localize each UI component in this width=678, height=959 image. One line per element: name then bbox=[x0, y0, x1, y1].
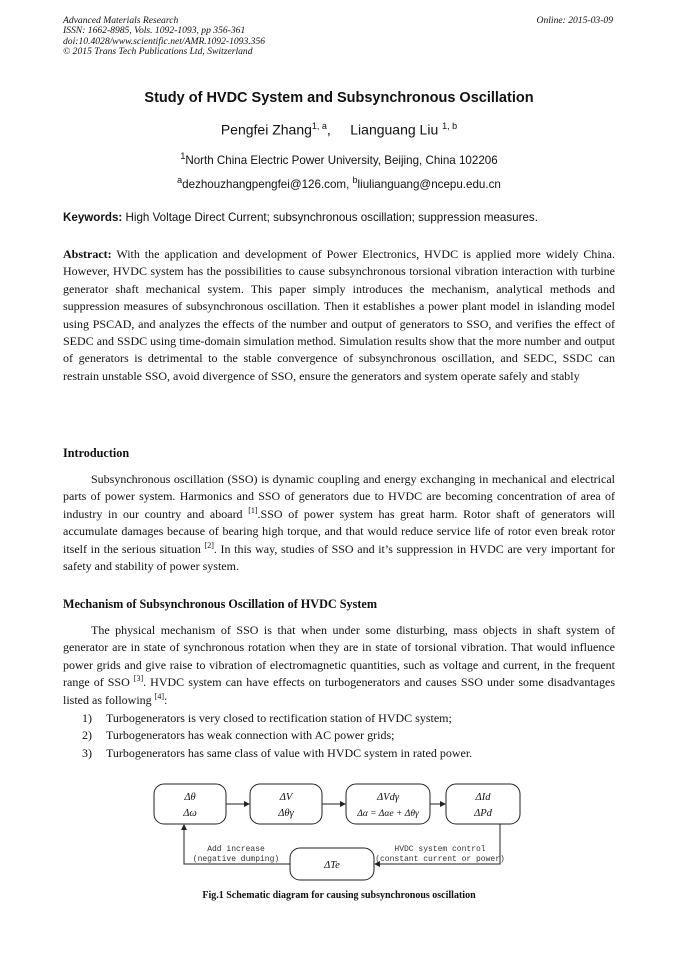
list-item bbox=[82, 745, 472, 762]
sso-schematic-diagram bbox=[150, 772, 530, 882]
section-heading-introduction: Introduction bbox=[63, 446, 130, 460]
author-name: Lianguang Liu bbox=[350, 121, 439, 138]
list-item bbox=[82, 710, 472, 727]
author-name: Pengfei Zhang bbox=[220, 121, 312, 138]
mech-text-3: : bbox=[164, 692, 168, 707]
mech-text-2: . HVDC system can have effects on turbogenerators and causes SSO under some disadvantages listed as following bbox=[63, 675, 615, 707]
mech-text-1: The physical mechanism of SSO is that when under some disturbing, mass objects in shaft system of generator are in state of synchronous rotation when they are in state of torsional vibration. That would influence power grids and give raise to vibration of electromagnetic quantities, such as voltage and current, in the frequent range of SSO bbox=[63, 623, 615, 690]
box2-line2: Δθγ bbox=[278, 808, 294, 819]
affiliation-sup: 1 bbox=[180, 151, 186, 161]
list-number: 2) bbox=[82, 728, 92, 743]
conditions-list bbox=[82, 710, 472, 762]
author-sup: 1, b bbox=[442, 121, 458, 131]
citation: [2] bbox=[204, 540, 214, 550]
email-b: liulianguang@ncepu.edu.cn bbox=[357, 177, 501, 191]
box4-line1: ΔId bbox=[475, 792, 491, 803]
citation: [1] bbox=[248, 505, 258, 515]
doi-line: doi:10.4028/www.scientific.net/AMR.1092-1093.356 bbox=[63, 35, 266, 47]
feedback-label-1: Add increase bbox=[207, 845, 265, 854]
box3-line1: ΔVdγ bbox=[377, 792, 399, 803]
control-label-2: (constant current or power) bbox=[375, 855, 505, 864]
keywords-label: Keywords: bbox=[63, 211, 123, 224]
journal-header bbox=[63, 16, 265, 58]
mechanism-paragraph bbox=[63, 622, 615, 709]
list-item bbox=[82, 727, 472, 744]
box1-line1: Δθ bbox=[184, 792, 196, 803]
box4-line2: ΔPd bbox=[474, 808, 492, 819]
feedback-label-2: (negative dumping) bbox=[192, 855, 280, 864]
intro-text-1: Subsynchronous oscillation (SSO) is dynamic coupling and energy exchanging in mechanical and electrical parts of power system. Harmonics and SSO of generators due to HVDC are becoming concentration of area of industry in our country and aboard bbox=[63, 472, 615, 521]
email-sup-b: b bbox=[352, 175, 358, 185]
author-sup: 1, a bbox=[311, 121, 327, 131]
journal-name: Advanced Materials Research bbox=[63, 15, 179, 26]
box3-line2: Δα = Δαe + Δθγ bbox=[357, 809, 419, 819]
email-line bbox=[0, 175, 678, 191]
control-label-1: HVDC system control bbox=[394, 845, 486, 854]
intro-text-2: .SSO of power system has great harm. Rotor shaft of generators will accumulate damages because of bearing high torque, and that would reduce service life of rotor even break rotor itself in the serious situation bbox=[63, 506, 616, 556]
paper-title: Study of HVDC System and Subsynchronous Oscillation bbox=[144, 90, 534, 106]
issn-line: ISSN: 1662-8985, Vols. 1092-1093, pp 356-361 bbox=[63, 25, 246, 37]
email-sup-a: a bbox=[177, 175, 183, 185]
author-line: Pengfei Zhang$^{1, a}$, Lianguang Liu $^{1, b}$ bbox=[220, 121, 458, 138]
email-a: dezhouzhangpengfei@126.com, bbox=[182, 177, 350, 191]
introduction-paragraph bbox=[63, 471, 615, 575]
citation: [3] bbox=[133, 674, 144, 684]
online-date: Online: 2015-03-09 bbox=[536, 15, 613, 26]
box2-line1: ΔV bbox=[279, 792, 293, 803]
list-number: 1) bbox=[82, 711, 92, 725]
citation: [4] bbox=[154, 691, 164, 701]
list-text: Turbogenerators has weak connection with AC power grids; bbox=[106, 728, 395, 743]
abstract-label: Abstract: bbox=[63, 247, 112, 261]
list-number: 3) bbox=[82, 745, 92, 760]
section-heading-mechanism: Mechanism of Subsynchronous Oscillation of HVDC System bbox=[63, 597, 377, 611]
abstract-text: With the application and development of Power Electronics, HVDC is applied more widely China. However, HVDC system has the possibilities to cause subsynchronous torsional vibration interaction with turbine generator shaft mechanical system. This paper simply introduces the mechanism, analytical methods and suppression measures of subsynchronous oscillation. Then it establishes a power plant model in islanding model using PSCAD, and analyzes the effects of the number and output of generators to SSO, and verifies the effect of SEDC and SSDC using time-domain simulation method. Simulation results show that the more number and output of generators is detrimental to the stable convergence of subsynchronous oscillation, and SEDC, SSDC can restrain unstable SSO, avoid divergence of SSO, ensure the generators and system operate safely and stably bbox=[63, 247, 615, 383]
list-text: Turbogenerators is very closed to rectification station of HVDC system; bbox=[106, 711, 452, 725]
abstract bbox=[63, 246, 615, 385]
keywords bbox=[63, 211, 615, 224]
box1-line2: Δω bbox=[183, 808, 197, 819]
copyright-line: © 2015 Trans Tech Publications Ltd, Switzerland bbox=[63, 46, 253, 58]
box5-label: ΔTe bbox=[324, 860, 340, 871]
affiliation bbox=[0, 151, 678, 167]
list-text: Turbogenerators has same class of value with HVDC system in rated power. bbox=[106, 745, 473, 760]
keywords-text: High Voltage Direct Current; subsynchronous oscillation; suppression measures. bbox=[125, 211, 538, 224]
figure-caption: Fig.1 Schematic diagram for causing subsynchronous oscillation bbox=[202, 890, 476, 901]
affiliation-text: North China Electric Power University, Beijing, China 102206 bbox=[185, 153, 498, 167]
intro-text-3: . In this way, studies of SSO and it’s suppression in HVDC are very important for safety and stability of power system. bbox=[63, 541, 615, 574]
